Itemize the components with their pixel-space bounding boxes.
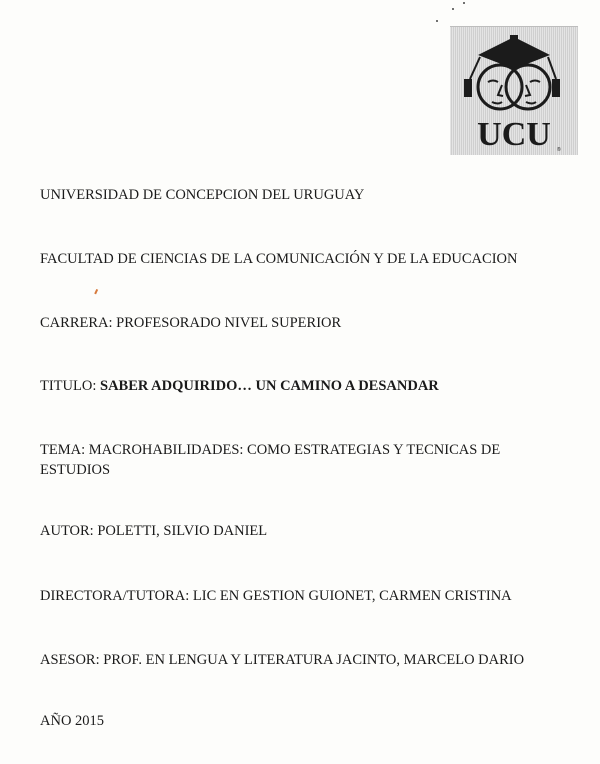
- pen-mark: [94, 289, 102, 296]
- scan-speck: [436, 20, 438, 22]
- advisor-line: ASESOR: PROF. EN LENGUA Y LITERATURA JACINTO, MARCELO DARIO: [40, 652, 525, 668]
- theme-label: TEMA:: [40, 442, 89, 458]
- title-label: TITULO:: [40, 378, 100, 394]
- ucu-logo: [450, 26, 578, 155]
- ucu-logo-text: UCU: [477, 116, 551, 153]
- svg-text:®: ®: [557, 147, 561, 153]
- theme-value: MACROHABILIDADES: COMO ESTRATEGIAS Y TECNICAS DE ESTUDIOS: [40, 442, 501, 478]
- title-value: SABER ADQUIRIDO… UN CAMINO A DESANDAR: [100, 378, 439, 394]
- year-line: AÑO 2015: [40, 713, 105, 729]
- theme-line: [40, 440, 560, 480]
- scan-speck: [463, 2, 465, 4]
- author-line: AUTOR: POLETTI, SILVIO DANIEL: [40, 523, 268, 539]
- ucu-logo-graphic: [450, 27, 578, 155]
- career-line: CARRERA: PROFESORADO NIVEL SUPERIOR: [40, 315, 342, 331]
- faculty-line: FACULTAD DE CIENCIAS DE LA COMUNICACIÓN Y DE LA EDUCACION: [40, 251, 518, 267]
- university-line: UNIVERSIDAD DE CONCEPCION DEL URUGUAY: [40, 187, 365, 203]
- title-line: [40, 377, 439, 395]
- director-line: DIRECTORA/TUTORA: LIC EN GESTION GUIONET, CARMEN CRISTINA: [40, 588, 512, 604]
- scan-speck: [452, 8, 454, 10]
